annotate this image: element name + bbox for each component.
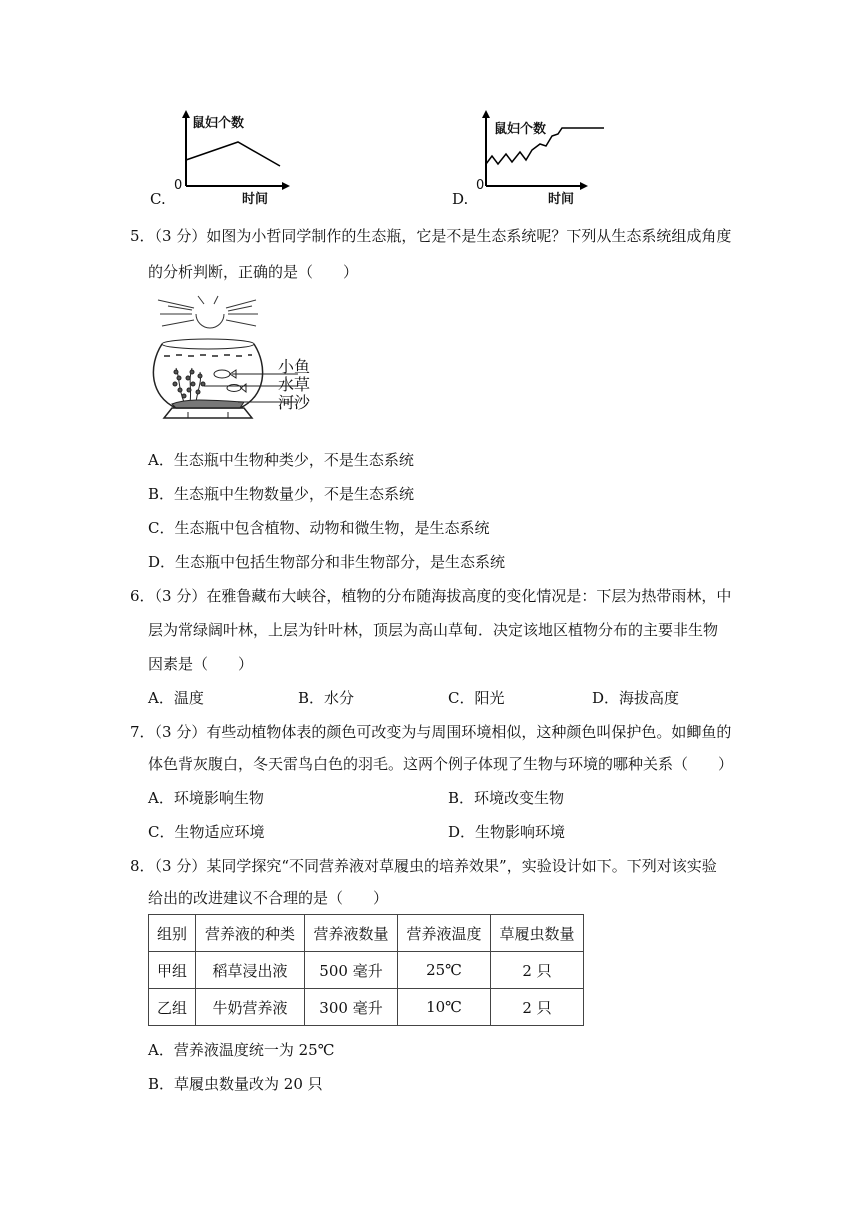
q5-option-b[interactable]: B．生态瓶中生物数量少，不是生态系统 [148, 485, 415, 503]
q6-option-d[interactable]: D．海拔高度 [592, 689, 680, 707]
q6-option-c[interactable]: C．阳光 [448, 689, 505, 707]
option-label-c: C. [150, 190, 166, 208]
table-row [149, 952, 584, 989]
q5-stem-line2: 的分析判断，正确的是（ ） [148, 263, 359, 281]
x-axis-label-d: 时间 [548, 192, 575, 207]
q5-stem-line1: 5．（3 分）如图为小哲同学制作的生态瓶，它是不是生态系统呢？下列从生态系统组成角度 [130, 227, 732, 245]
table-header-cell: 营养液的种类 [196, 915, 305, 952]
table-cell: 300 毫升 [305, 989, 398, 1026]
q6-stem-line1: 6．（3 分）在雅鲁藏布大峡谷，植物的分布随海拔高度的变化情况是：下层为热带雨林，中 [130, 587, 732, 605]
q8-stem-line1: 8．（3 分）某同学探究“不同营养液对草履虫的培养效果”，实验设计如下。下列对该实验 [130, 857, 717, 875]
figure-label-fish: 小鱼 [278, 357, 311, 376]
q5-option-c[interactable]: C．生态瓶中包含植物、动物和微生物，是生态系统 [148, 519, 490, 537]
q8-option-b[interactable]: B．草履虫数量改为 20 只 [148, 1075, 323, 1093]
q5-option-a[interactable]: A．生态瓶中生物种类少，不是生态系统 [148, 451, 414, 469]
figure-label-waterweed: 水草 [278, 375, 311, 394]
table-cell: 25℃ [398, 952, 491, 989]
table-cell: 甲组 [149, 952, 196, 989]
option-label-d: D. [452, 190, 469, 208]
q7-stem-line2: 体色背灰腹白，冬天雷鸟白色的羽毛。这两个例子体现了生物与环境的哪种关系（ ） [148, 755, 734, 773]
origin-label-c: 0 [174, 178, 183, 193]
table-cell: 乙组 [149, 989, 196, 1026]
table-cell: 10℃ [398, 989, 491, 1026]
table-header-cell: 营养液数量 [305, 915, 398, 952]
q7-option-b[interactable]: B．环境改变生物 [448, 789, 565, 807]
q7-option-a[interactable]: A．环境影响生物 [148, 789, 264, 807]
graph-option-d [450, 108, 610, 208]
q8-option-a[interactable]: A．营养液温度统一为 25℃ [148, 1041, 335, 1059]
table-cell: 2 只 [491, 952, 584, 989]
q5-option-d[interactable]: D．生态瓶中包括生物部分和非生物部分，是生态系统 [148, 553, 506, 571]
q8-stem-line2: 给出的改进建议不合理的是（ ） [148, 889, 389, 907]
eco-bottle-figure [148, 292, 328, 432]
y-axis-label-d: 鼠妇个数 [494, 122, 547, 137]
table-cell: 稻草浸出液 [196, 952, 305, 989]
table-cell: 500 毫升 [305, 952, 398, 989]
graph-option-c [148, 108, 308, 208]
table-header-cell: 组别 [149, 915, 196, 952]
q7-option-d[interactable]: D．生物影响环境 [448, 823, 566, 841]
table-header-row [149, 915, 584, 952]
fish-icon [214, 370, 246, 392]
table-header-cell: 草履虫数量 [491, 915, 584, 952]
sun-icon [158, 296, 258, 328]
x-axis-label-c: 时间 [242, 192, 269, 207]
table-header-cell: 营养液温度 [398, 915, 491, 952]
q6-stem-line2: 层为常绿阔叶林，上层为针叶林，顶层为高山草甸．决定该地区植物分布的主要非生物 [148, 621, 719, 639]
q7-stem-line1: 7．（3 分）有些动植物体表的颜色可改变为与周围环境相似，这种颜色叫保护色。如鲫鱼的 [130, 723, 732, 741]
figure-label-sand: 河沙 [278, 393, 311, 412]
origin-label-d: 0 [476, 178, 485, 193]
table-cell: 牛奶营养液 [196, 989, 305, 1026]
q6-option-b[interactable]: B．水分 [298, 689, 355, 707]
q6-option-a[interactable]: A．温度 [148, 689, 204, 707]
q6-stem-line3: 因素是（ ） [148, 655, 254, 673]
table-row [149, 989, 584, 1026]
table-cell: 2 只 [491, 989, 584, 1026]
y-axis-label-c: 鼠妇个数 [192, 116, 245, 131]
experiment-table [148, 914, 584, 1026]
q7-option-c[interactable]: C．生物适应环境 [148, 823, 265, 841]
